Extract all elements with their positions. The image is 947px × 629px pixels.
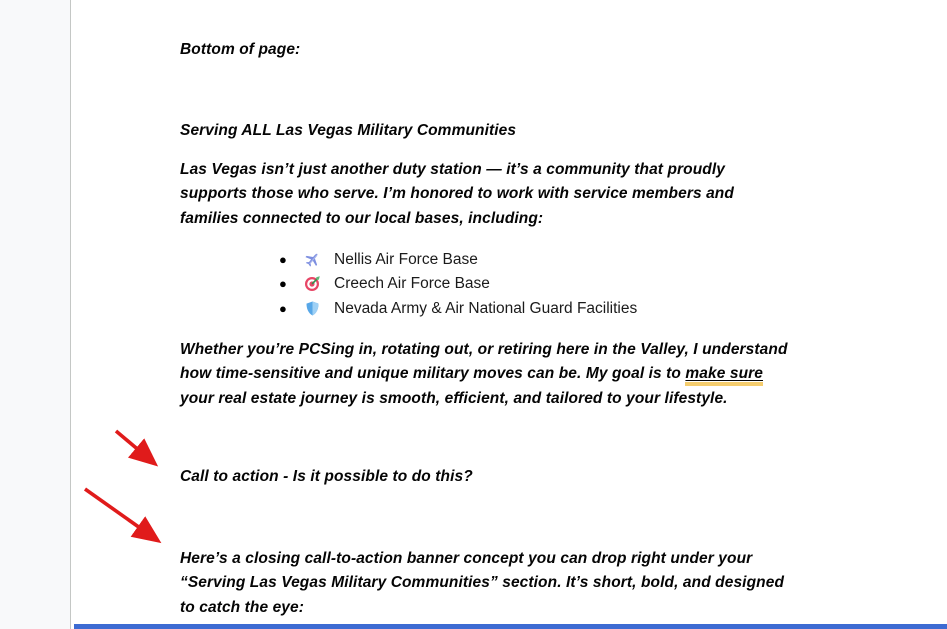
document-page[interactable] (72, 0, 947, 629)
pcs-line-3: your real estate journey is smooth, efficient, and tailored to your lifestyle. (180, 389, 728, 407)
pcs-paragraph (180, 338, 788, 411)
intro-line-1: Las Vegas isn’t just another duty station — it’s a community that proudly (180, 161, 725, 178)
highlighted-phrase[interactable]: make sure (685, 365, 763, 386)
call-to-action-question: Call to action - Is it possible to do this? (180, 468, 473, 485)
list-item-nellis (144, 248, 947, 272)
closing-paragraph (180, 547, 784, 620)
bullet-icon: ● (279, 300, 287, 316)
bullet-icon: ● (279, 276, 287, 292)
pcs-line-2 (180, 362, 788, 386)
bullet-icon: ● (279, 252, 287, 267)
document-bottom-blue-bar (74, 624, 947, 629)
list-item-label: Nellis Air Force Base (334, 251, 478, 268)
target-icon (304, 275, 321, 292)
list-item-label: Creech Air Force Base (334, 275, 490, 293)
pcs-line-1: Whether you’re PCSing in, rotating out, or retiring here in the Valley, I understand (180, 341, 788, 358)
military-bases-list (144, 248, 947, 321)
shield-icon (304, 300, 321, 317)
section-title: Serving ALL Las Vegas Military Communities (180, 122, 517, 139)
list-item-label: Nevada Army & Air National Guard Facilities (334, 299, 638, 317)
intro-line-2: supports those who serve. I’m honored to work with service members and (180, 185, 734, 203)
list-item-creech (144, 272, 947, 296)
document-left-margin (0, 0, 71, 629)
list-item-nevada-guard (144, 297, 947, 321)
airplane-icon (304, 251, 321, 268)
closing-line-2: “Serving Las Vegas Military Communities” section. It’s short, bold, and designed (180, 574, 785, 592)
pcs-line-2-text: how time-sensitive and unique military moves can be. My goal is to (180, 365, 686, 383)
note-bottom-of-page: Bottom of page: (180, 41, 301, 58)
closing-line-1: Here’s a closing call-to-action banner concept you can drop right under your (180, 550, 753, 567)
closing-line-3: to catch the eye: (180, 598, 305, 616)
intro-line-3: families connected to our local bases, including: (180, 209, 544, 227)
intro-paragraph (180, 158, 734, 231)
